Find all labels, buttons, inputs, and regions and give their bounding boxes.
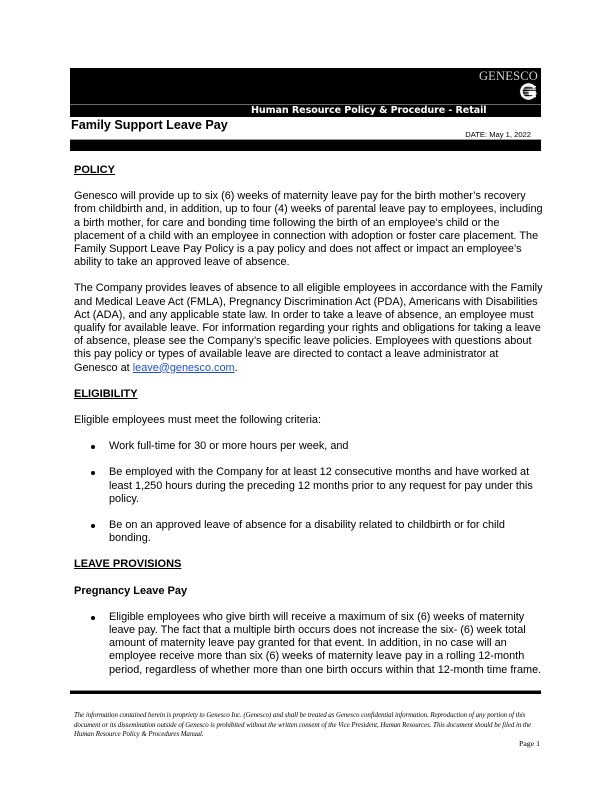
document-title: Family Support Leave Pay [71, 118, 228, 132]
leave-provisions-heading: LEAVE PROVISIONS [74, 558, 182, 571]
eligibility-criteria-list [74, 440, 544, 545]
pregnancy-leave-pay-subheading: Pregnancy Leave Pay [74, 584, 188, 597]
page-number: Page 1 [518, 739, 540, 748]
eligibility-intro: Eligible employees must meet the following criteria: [74, 414, 321, 427]
eligibility-heading: ELIGIBILITY [74, 387, 138, 400]
criteria-text: Be employed with the Company for at least 12 consecutive months and have worked at least 1,250 hours during the preceding 12 months prior to any request for pay under this policy. [109, 466, 533, 505]
criteria-text: Be on an approved leave of absence for a disability related to childbirth or for child bonding. [109, 519, 505, 545]
list-item [74, 466, 544, 506]
bullet-icon [91, 524, 95, 528]
provision-text: Eligible employees who give birth will receive a maximum of six (6) weeks of maternity leave pay. The fact that a multiple birth occurs does not increase the six- (6) week total amount of maternity leave pay granted for that event. In addition, in no case will an employee receive more than six (6) weeks of maternity leave pay in a rolling 12-month period, regardless of whether more than one birth occurs within that 12-month time frame. [109, 610, 542, 676]
genesco-g-logo-icon [519, 83, 537, 101]
list-item [74, 440, 544, 453]
document-body [74, 164, 544, 690]
criteria-text: Work full-time for 30 or more hours per week, and [109, 440, 349, 453]
policy-paragraph-2-text: The Company provides leaves of absence to all eligible employees in accordance with the Family and Medical Leave Act (FMLA), Pregnancy Discrimination Act (PDA), Americans with Disabilities Act (ADA), and any applicable state law. In order to take a leave of absence, an employee must qualify for available leave. For information regarding your rights and obligations for taking a leave of absence, please see the Company’s specific leave policies. Employees with questions about this pay policy or types of available leave are directed to contact a leave administrator at Genesco at [74, 282, 543, 374]
pregnancy-leave-list [74, 611, 544, 677]
period: . [234, 361, 238, 374]
leave-email-link[interactable]: leave@genesco.com [132, 361, 235, 374]
effective-date: DATE: May 1, 2022 [465, 130, 531, 139]
policy-paragraph-2 [74, 282, 544, 374]
policy-heading: POLICY [74, 164, 115, 176]
footer-rule [70, 691, 541, 694]
policy-band-title: Human Resource Policy & Procedure - Retail [251, 105, 487, 116]
list-item [74, 611, 544, 677]
list-item [74, 519, 544, 545]
header-bar [70, 68, 541, 117]
bullet-icon [91, 445, 95, 449]
policy-paragraph-1: Genesco will provide up to six (6) weeks of maternity leave pay for the birth mother’s recovery from childbirth and, in addition, up to four (4) weeks of parental leave pay to employees, including a birth mother, for care and bonding time following the birth of an employee’s child or the placement of a child with an employee in connection with adoption or foster care placement. The Family Support Leave Pay Policy is a pay policy and does not affect or impact an employee’s ability to take an approved leave of absence. [74, 190, 543, 269]
company-logo-text: GENESCO [478, 69, 538, 83]
header-bottom-bar [70, 140, 541, 151]
confidentiality-disclaimer: The information contained herein is propriety to Genesco Inc. (Genesco) and shall be treated as Genesco confidential information. Reproduction of any portion of this document or its dissemination outside of Genesco is prohibited without the written consent of the Vice President, Human Resources. This document should be filed in the Human Resource Policy & Procedures Manual. [74, 712, 532, 739]
bullet-icon [91, 471, 95, 475]
bullet-icon [91, 616, 95, 620]
